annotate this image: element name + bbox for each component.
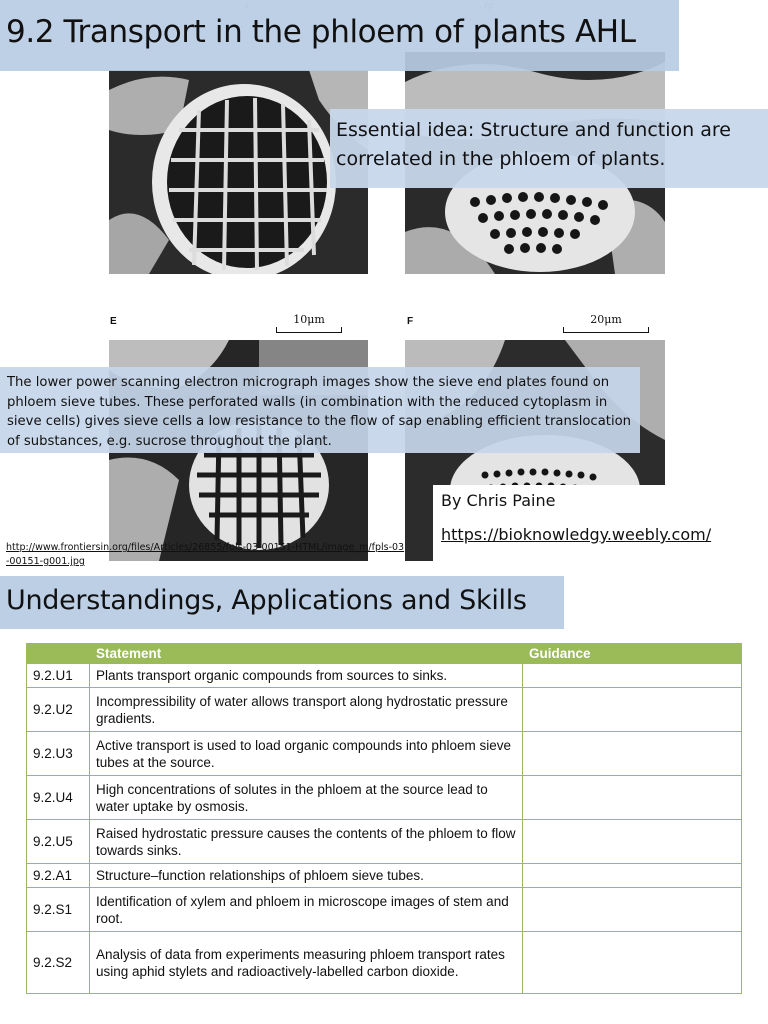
row-guidance	[523, 888, 742, 932]
essential-idea-text: Essential idea: Structure and function are correlated in the phloem of plants.	[336, 119, 731, 170]
table-row	[27, 688, 742, 732]
author-name: By Chris Paine	[441, 491, 556, 510]
understandings-table	[26, 643, 742, 994]
micrograph-caption-text: The lower power scanning electron micrograph images show the sieve end plates found on phloem sieve tubes. These perforated walls (in combination with the reduced cytoplasm in sieve cells) gives sieve cells a low resistance to the flow of sap enabling efficient translocation of substances, e.g. sucrose throughout the plant.	[7, 375, 632, 449]
image-source-link[interactable]: http://www.frontiersin.org/files/Articles/26855/fpls-03-00151-HTML/image_m/fpls-03-00151-g001.jpg	[6, 542, 405, 567]
row-code: 9.2.S1	[27, 888, 90, 932]
row-statement: Active transport is used to load organic compounds into phloem sieve tubes at the source.	[90, 732, 523, 776]
row-guidance	[523, 820, 742, 864]
row-code: 9.2.U3	[27, 732, 90, 776]
table-row	[27, 732, 742, 776]
author-box	[433, 485, 719, 561]
scale-bar-e	[276, 313, 342, 333]
header-code	[27, 644, 90, 664]
row-statement: Identification of xylem and phloem in microscope images of stem and root.	[90, 888, 523, 932]
scale-bar-f	[563, 313, 649, 333]
scale-bar-line	[276, 327, 342, 333]
row-code: 9.2.U1	[27, 664, 90, 688]
table-row	[27, 820, 742, 864]
table-row	[27, 888, 742, 932]
row-statement: Plants transport organic compounds from sources to sinks.	[90, 664, 523, 688]
page-title: 9.2 Transport in the phloem of plants AHL	[6, 14, 636, 50]
scale-bar-label: 10μm	[293, 313, 325, 326]
section-heading-banner	[0, 576, 564, 629]
row-statement: Structure–function relationships of phloem sieve tubes.	[90, 864, 523, 888]
scale-bar-line	[563, 327, 649, 333]
row-guidance	[523, 864, 742, 888]
author-website-link[interactable]: https://bioknowledgy.weebly.com/	[441, 525, 712, 544]
section-heading: Understandings, Applications and Skills	[6, 585, 527, 616]
row-code: 9.2.U2	[27, 688, 90, 732]
row-statement: Raised hydrostatic pressure causes the contents of the phloem to flow towards sinks.	[90, 820, 523, 864]
table-row	[27, 864, 742, 888]
row-statement: Incompressibility of water allows transport along hydrostatic pressure gradients.	[90, 688, 523, 732]
row-guidance	[523, 664, 742, 688]
row-statement: High concentrations of solutes in the phloem at the source lead to water uptake by osmosis.	[90, 776, 523, 820]
essential-idea-box	[330, 109, 768, 188]
micrograph-caption-box	[0, 367, 640, 453]
row-guidance	[523, 932, 742, 994]
panel-letter-f: F	[407, 316, 414, 327]
row-code: 9.2.U4	[27, 776, 90, 820]
table-row	[27, 664, 742, 688]
table-row	[27, 932, 742, 994]
row-code: 9.2.A1	[27, 864, 90, 888]
table-header-row	[27, 644, 742, 664]
row-guidance	[523, 732, 742, 776]
table-row	[27, 776, 742, 820]
row-statement: Analysis of data from experiments measuring phloem transport rates using aphid stylets and radioactively-labelled carbon dioxide.	[90, 932, 523, 994]
title-banner	[0, 0, 679, 71]
row-guidance	[523, 688, 742, 732]
header-guidance: Guidance	[523, 644, 742, 664]
row-code: 9.2.U5	[27, 820, 90, 864]
scale-bar-label: 20μm	[590, 313, 622, 326]
header-statement: Statement	[90, 644, 523, 664]
panel-letter-e: E	[110, 316, 117, 327]
row-guidance	[523, 776, 742, 820]
row-code: 9.2.S2	[27, 932, 90, 994]
